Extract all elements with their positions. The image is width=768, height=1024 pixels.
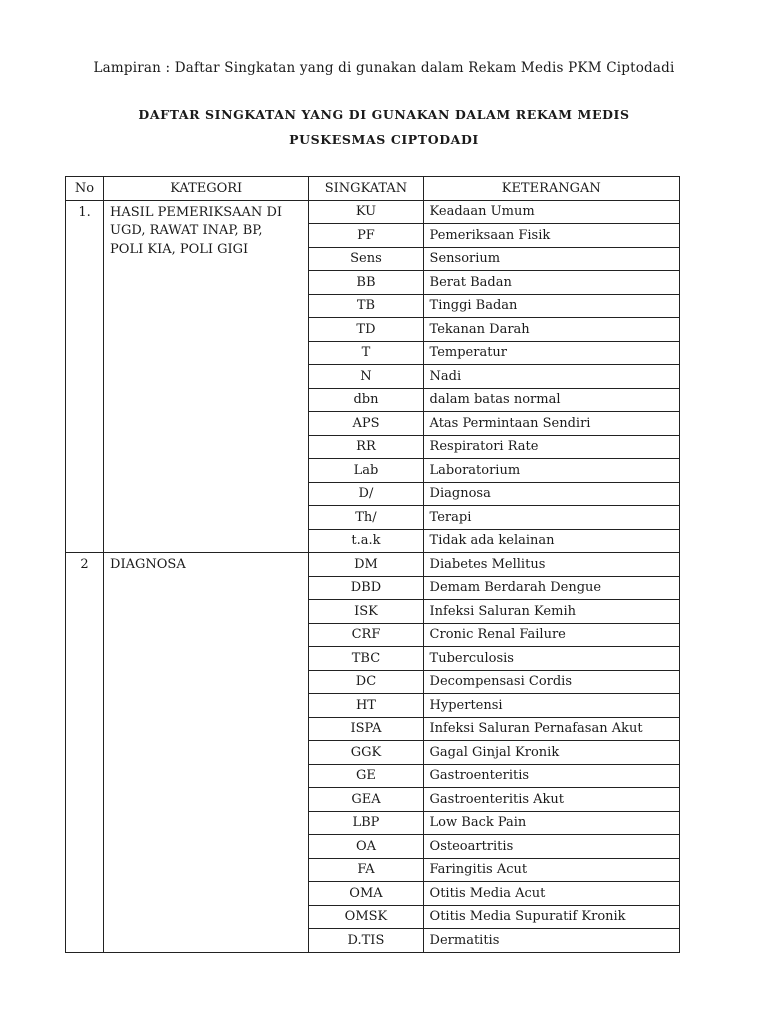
abbreviation-cell: D.TIS: [309, 929, 423, 953]
abbreviation-cell: DC: [309, 670, 423, 694]
description-cell: Terapi: [423, 506, 679, 530]
abbreviation-cell: TBC: [309, 647, 423, 671]
description-cell: Demam Berdarah Dengue: [423, 576, 679, 600]
description-cell: Hypertensi: [423, 694, 679, 718]
category-line: HASIL PEMERIKSAAN DI: [110, 204, 282, 220]
abbreviation-cell: Sens: [309, 247, 423, 271]
abbreviation-cell: KU: [309, 200, 423, 224]
group-number: 1.: [66, 200, 104, 553]
description-cell: Respiratori Rate: [423, 435, 679, 459]
abbreviation-cell: GE: [309, 764, 423, 788]
description-cell: Temperatur: [423, 341, 679, 365]
abbreviation-cell: OMA: [309, 882, 423, 906]
abbreviation-cell: dbn: [309, 388, 423, 412]
abbreviation-cell: APS: [309, 412, 423, 436]
category-line: UGD, RAWAT INAP, BP,: [110, 223, 263, 238]
description-cell: Infeksi Saluran Pernafasan Akut: [423, 717, 679, 741]
abbreviation-cell: GGK: [309, 741, 423, 765]
abbreviation-cell: PF: [309, 224, 423, 248]
document-subtitle: PUSKESMAS CIPTODADI: [289, 132, 479, 147]
abbreviation-cell: DBD: [309, 576, 423, 600]
column-header-singkatan: SINGKATAN: [309, 177, 423, 201]
description-cell: Laboratorium: [423, 459, 679, 483]
abbreviation-cell: FA: [309, 858, 423, 882]
description-cell: Faringitis Acut: [423, 858, 679, 882]
table-row: [66, 200, 680, 224]
abbreviation-cell: GEA: [309, 788, 423, 812]
abbreviation-cell: ISK: [309, 600, 423, 624]
abbreviation-cell: TD: [309, 318, 423, 342]
description-cell: Infeksi Saluran Kemih: [423, 600, 679, 624]
table-row: [66, 553, 680, 577]
group-number: 2: [66, 553, 104, 953]
description-cell: Tekanan Darah: [423, 318, 679, 342]
description-cell: Cronic Renal Failure: [423, 623, 679, 647]
description-cell: dalam batas normal: [423, 388, 679, 412]
abbreviation-cell: t.a.k: [309, 529, 423, 553]
description-cell: Low Back Pain: [423, 811, 679, 835]
abbreviation-cell: RR: [309, 435, 423, 459]
abbreviation-cell: DM: [309, 553, 423, 577]
column-header-no: No: [66, 177, 104, 201]
abbreviation-cell: N: [309, 365, 423, 389]
description-cell: Sensorium: [423, 247, 679, 271]
description-cell: Berat Badan: [423, 271, 679, 295]
description-cell: Gastroenteritis: [423, 764, 679, 788]
description-cell: Tinggi Badan: [423, 294, 679, 318]
group-category: [104, 200, 309, 553]
description-cell: Tidak ada kelainan: [423, 529, 679, 553]
abbreviation-cell: CRF: [309, 623, 423, 647]
description-cell: Nadi: [423, 365, 679, 389]
abbreviation-cell: Lab: [309, 459, 423, 483]
description-cell: Diabetes Mellitus: [423, 553, 679, 577]
column-header-kategori: KATEGORI: [104, 177, 309, 201]
abbreviation-cell: T: [309, 341, 423, 365]
abbreviation-cell: OMSK: [309, 905, 423, 929]
abbreviation-cell: Th/: [309, 506, 423, 530]
category-line: DIAGNOSA: [110, 557, 186, 572]
description-cell: Diagnosa: [423, 482, 679, 506]
column-header-keterangan: KETERANGAN: [423, 177, 679, 201]
table-header-row: [66, 177, 680, 201]
abbreviation-cell: TB: [309, 294, 423, 318]
group-category: [104, 553, 309, 953]
table-body: [66, 200, 680, 952]
abbreviation-cell: BB: [309, 271, 423, 295]
description-cell: Keadaan Umum: [423, 200, 679, 224]
description-cell: Gagal Ginjal Kronik: [423, 741, 679, 765]
abbreviation-cell: ISPA: [309, 717, 423, 741]
abbreviation-cell: HT: [309, 694, 423, 718]
abbreviation-cell: LBP: [309, 811, 423, 835]
abbreviation-cell: D/: [309, 482, 423, 506]
abbreviation-cell: OA: [309, 835, 423, 859]
description-cell: Gastroenteritis Akut: [423, 788, 679, 812]
description-cell: Pemeriksaan Fisik: [423, 224, 679, 248]
description-cell: Tuberculosis: [423, 647, 679, 671]
document-title: DAFTAR SINGKATAN YANG DI GUNAKAN DALAM REKAM MEDIS: [138, 107, 630, 122]
attachment-caption: Lampiran : Daftar Singkatan yang di gunakan dalam Rekam Medis PKM Ciptodadi: [93, 60, 675, 76]
abbreviation-table: [65, 176, 680, 953]
description-cell: Atas Permintaan Sendiri: [423, 412, 679, 436]
description-cell: Otitis Media Acut: [423, 882, 679, 906]
description-cell: Decompensasi Cordis: [423, 670, 679, 694]
category-line: POLI KIA, POLI GIGI: [110, 241, 249, 257]
description-cell: Osteoartritis: [423, 835, 679, 859]
description-cell: Dermatitis: [423, 929, 679, 953]
description-cell: Otitis Media Supuratif Kronik: [423, 905, 679, 929]
